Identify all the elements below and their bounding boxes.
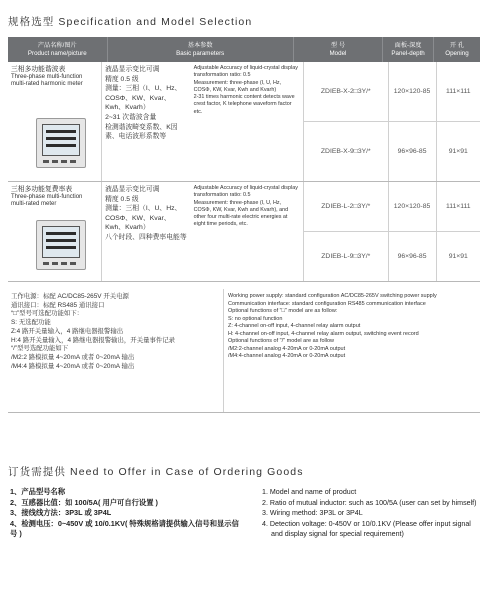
header-panel-depth: 面板-深度 Panel-depth: [383, 37, 434, 62]
panel-depth-cell: [389, 182, 437, 281]
meter-display: [42, 124, 80, 156]
section-title-specification: 规格选型 Specification and Model Selection: [8, 16, 253, 28]
section-title-ordering: 订货需提供 Need to Offer in Case of Ordering Goods: [8, 466, 304, 478]
list-item: 3、接线线方法：3P3L 或 3P4L: [10, 508, 112, 517]
list-item: 4. Detection voltage: 0-450V or 10/0.1KV (Please offer input signal and display signal for special requirement): [262, 519, 471, 538]
header-model: 型 号 Model: [294, 37, 383, 62]
list-item: 2、互感器比值：如 100/5A( 用户可自行设置 ): [10, 497, 158, 507]
list-item: 1、产品型号名称: [10, 487, 66, 496]
product-cell: [8, 182, 102, 281]
list-item: 4、检测电压：0~450V 或 10/0.1KV( 特殊规格请提供输入信号和显示信号 ): [10, 518, 239, 538]
list-item: 2. Ratio of mutual inductor: such as 100/5A (user can set by himself): [262, 498, 477, 507]
opening-value: 91×91: [448, 252, 468, 260]
configuration-notes: [8, 289, 480, 413]
list-item: 1. Model and name of product: [262, 488, 357, 496]
panel-depth-cell: [389, 62, 437, 181]
header-basic-parameters: 基本参数 Basic parameters: [108, 37, 294, 62]
product-name-cn: 三相多功能谐波表: [11, 66, 66, 73]
model-value: ZDIEB-L-9□3Y/*: [321, 252, 371, 260]
model-cell: [304, 62, 388, 181]
opening-value: 111×111: [437, 62, 480, 122]
panel-depth-value: 120×120-85: [389, 182, 436, 232]
opening-cell: [437, 182, 480, 281]
table-header: [8, 37, 480, 62]
multi-rate-meter-image: [36, 220, 86, 270]
basic-parameters-cn: 液晶显示变比可调 精度 0.5 级 测量：三相（I、U、Hz、COSΦ、KW、Kvar、Kwh、Kvarh） 八个时段、四种费率电能等: [105, 186, 187, 241]
specification-table: [8, 37, 480, 282]
header-product-name: 产品名称/图片 Product name/picture: [8, 37, 108, 62]
basic-parameters-cell: [102, 182, 304, 281]
basic-parameters-en: Adjustable Accuracy of liquid-crystal display transformation ratio: 0.5 Measurement: three-phase (I, U, Hz, COSΦ, KW, Kvar, Kwh and Kvarh), and other four multi-rate electric energies at eight time periods, etc.: [193, 185, 298, 228]
model-cell: [304, 182, 388, 281]
harmonic-meter-image: [36, 118, 86, 168]
order-requirements-cn: [10, 487, 242, 540]
basic-parameters-cell: [102, 62, 304, 181]
model-value: ZDIEB-L-2□3Y/*: [304, 182, 387, 232]
panel-depth-value: 96×96-85: [397, 147, 427, 155]
table-row: [8, 62, 480, 182]
opening-value: 91×91: [448, 147, 468, 155]
basic-parameters-cn: 液晶显示变比可调 精度 0.5 级 测量：三相（I、U、Hz、COSΦ、KW、Kvar、Kwh、Kvarh） 2~31 次谐波含量 检测谐波畸变系数、K因素、电话波形系数等: [105, 66, 182, 141]
panel-depth-value: 120×120-85: [389, 62, 436, 122]
order-requirements-en: [262, 487, 484, 540]
notes-en: Working power supply: standard configuration AC/DC85-265V switching power supply Communication interface: standard configuration RS485 communication interface Optional functions of "□" model are as follow: S: no optional function Z: 4-channel on-off input, 4-channel relay alarm output H: 4-channel on-off input, 4-channel relay alarm output, switching event record Optional functions of "/" model are as follow /M2:2-channel analog 4-20mA or 0-20mA output /M4:4-channel analog 4-20mA or 0-20mA output: [228, 293, 437, 359]
panel-depth-value: 96×96-85: [397, 252, 427, 260]
table-row: [8, 182, 480, 282]
model-value: ZDIEB-X-2□3Y/*: [304, 62, 387, 122]
product-cell: [8, 62, 102, 181]
opening-cell: [437, 62, 480, 181]
product-name-cn: 三相多功能复费率表: [11, 186, 73, 193]
opening-value: 111×111: [437, 182, 480, 232]
product-name-en: Three-phase multi-function multi-rated meter: [11, 194, 83, 207]
notes-cn: 工作电源：标配 AC/DC85-265V 开关电源 通讯接口：标配 RS485 通讯接口 “□”型号可选配功能如下： S: 无选配功能 Z:4 路开关量输入，4 路继电器报警输出 H:4 路开关量输入，4 路继电器报警输出，开关量事件记录 “/”型号选配功能如下 /M2:2 路模拟量 4~20mA 或者 0~20mA 输出 /M4:4 路模拟量 4~20mA 或者 0~20mA 输出: [8, 289, 224, 412]
model-value: ZDIEB-X-9□3Y/*: [320, 147, 371, 155]
product-name-en: Three-phase multi-function multi-rated harmonic meter: [11, 74, 83, 87]
header-opening: 开 孔 Opening: [445, 41, 469, 57]
basic-parameters-en: Adjustable Accuracy of liquid-crystal display transformation ratio: 0.5 Measurement: three-phase (I, U, Hz, COSΦ, KW, Kvar, Kwh and Kvarh) 2-31 times harmonic content detects wave crest factor, K telephone waveform factor etc.: [193, 65, 298, 115]
list-item: 3. Wiring method: 3P3L or 3P4L: [262, 509, 363, 517]
meter-display: [42, 226, 80, 258]
